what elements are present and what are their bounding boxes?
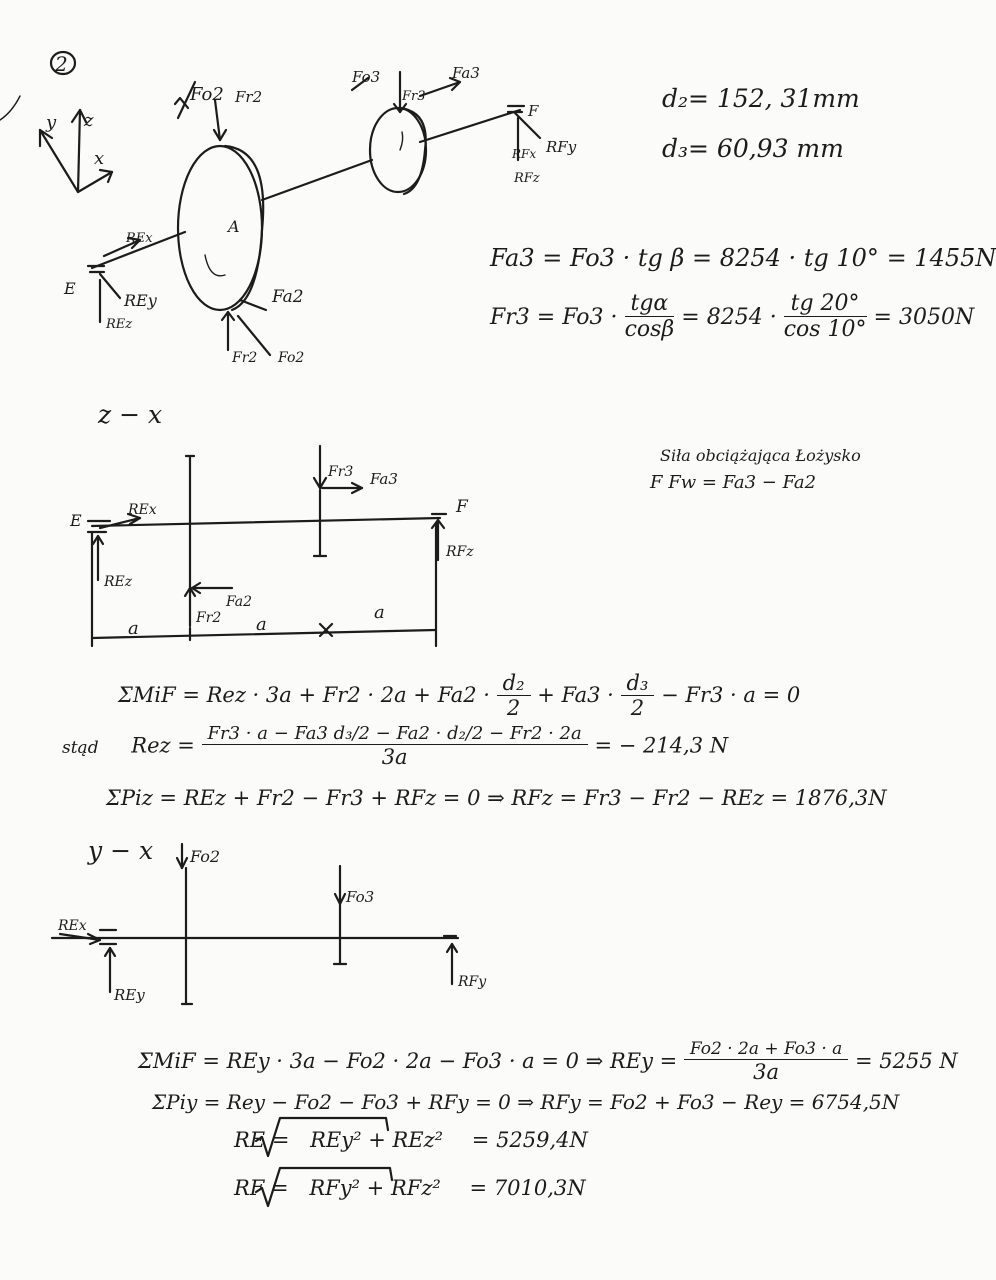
yx-beam-diagram	[52, 844, 487, 1004]
label-fa2-3d: Fa2	[272, 287, 304, 307]
zx-beam-diagram	[69, 446, 474, 646]
label-fr3-3d: Fr3	[402, 89, 426, 104]
zx-moment-frac-b-den: 2	[630, 696, 645, 721]
yx-label-rey: REy	[114, 986, 145, 1004]
axes-3d	[40, 110, 112, 192]
label-fo3-3d: Fo3	[352, 68, 381, 86]
label-rey-3d: REy	[124, 291, 157, 310]
label-rfx-3d: RFx	[512, 147, 537, 161]
fr3-frac2-den: cos 10°	[783, 317, 867, 343]
zx-moment-mid: + Fa3 ·	[537, 683, 614, 708]
re-lhs: RE =	[234, 1128, 290, 1152]
fr3-frac1-den: cosβ	[624, 317, 675, 343]
rf-result: = 7010,3N	[469, 1176, 586, 1200]
yx-moment-den: 3a	[753, 1059, 780, 1084]
label-fa3-3d: Fa3	[452, 64, 480, 82]
rf-lhs: RF =	[234, 1176, 289, 1200]
zx-label-fr2: Fr2	[196, 610, 222, 626]
re-formula	[234, 1128, 588, 1152]
zx-rez-result: = − 214,3 N	[594, 733, 729, 758]
fr3-lhs: Fr3 = Fo3 ·	[490, 304, 618, 330]
label-rex-3d: REx	[126, 231, 153, 246]
zx-title: z − x	[98, 400, 163, 429]
zx-moment-frac-a	[497, 672, 531, 721]
fr3-frac1-num: tgα	[625, 292, 675, 317]
zx-label-fr3: Fr3	[328, 464, 354, 480]
zx-rez-num: Fr3 · a − Fa3 d₃/2 − Fa2 · d₂/2 − Fr2 · 2a	[202, 724, 588, 745]
zx-label-f: F	[456, 497, 468, 517]
zx-label-fa3: Fa3	[370, 470, 398, 488]
zx-dim-a1: a	[128, 618, 139, 639]
rf-formula	[234, 1176, 586, 1200]
yx-label-rex: REx	[58, 918, 87, 934]
rf-radicand: RFy² + RFz²	[309, 1176, 441, 1200]
formula-fr3	[490, 292, 974, 344]
zx-moment-eq	[118, 672, 800, 721]
zx-moment-frac-b	[621, 672, 655, 721]
zx-moment-tail: − Fr3 · a = 0	[661, 683, 801, 708]
yx-sum-y: ΣPiy = Rey − Fo2 − Fo3 + RFy = 0 ⇒ RFy = Fo2 + Fo3 − Rey = 6754,5N	[152, 1090, 900, 1114]
yx-moment-frac	[684, 1040, 848, 1085]
yx-label-rfy: RFy	[458, 974, 487, 990]
zx-rez-eq	[62, 724, 728, 770]
label-fr2-3d: Fr2	[232, 350, 258, 366]
label-e-3d: E	[64, 279, 76, 298]
zx-rez-den: 3a	[381, 744, 408, 769]
zx-label-fa2: Fa2	[226, 594, 253, 610]
re-result: = 5259,4N	[471, 1128, 588, 1152]
axis-y-label: y	[46, 112, 57, 133]
given-d3: d₃= 60,93 mm	[662, 134, 844, 163]
yx-moment-lhs: ΣMiF = REy · 3a − Fo2 · 2a − Fo3 · a = 0 ⇒ REy =	[138, 1048, 678, 1073]
gear-2	[178, 146, 262, 310]
zx-moment-frac-a-num: d₂	[497, 672, 531, 696]
axis-z-label: z	[84, 110, 94, 131]
zx-moment-frac-b-num: d₃	[621, 672, 655, 696]
fr3-mid: = 8254 ·	[681, 304, 777, 330]
zx-note-line1: Siła obciążająca Łożysko	[660, 446, 861, 465]
label-f-3d: F	[528, 102, 539, 120]
gear-a-label: A	[228, 217, 240, 236]
zx-label-e: E	[70, 511, 82, 530]
zx-label-rex: REx	[128, 502, 157, 518]
label-fo2-bottom-3d: Fo2	[278, 350, 305, 366]
zx-rez-prefix: stąd	[62, 737, 99, 758]
torn-corner	[0, 96, 20, 120]
fr3-frac1	[625, 292, 675, 344]
zx-label-rfz: RFz	[446, 544, 474, 560]
given-d2: d₂= 152, 31mm	[662, 84, 860, 113]
zx-dim-a2: a	[256, 614, 267, 635]
label-fr2-top: Fr2	[235, 88, 263, 106]
zx-moment-frac-a-den: 2	[506, 696, 521, 721]
axis-x-label: x	[94, 148, 105, 169]
zx-label-rez: REz	[104, 574, 133, 590]
fr3-frac2-num: tg 20°	[784, 292, 867, 317]
problem-number: 2	[55, 52, 68, 76]
label-rfz-3d: RFz	[514, 171, 540, 186]
zx-beam	[92, 518, 440, 526]
yx-moment-num: Fo2 · 2a + Fo3 · a	[684, 1040, 848, 1060]
yx-moment-eq	[138, 1040, 958, 1085]
fr3-result: = 3050N	[873, 304, 975, 330]
zx-moment-lhs: ΣMiF = Rez · 3a + Fr2 · 2a + Fa2 ·	[118, 683, 490, 708]
yx-moment-result: = 5255 N	[855, 1048, 958, 1073]
label-rez-3d: REz	[106, 317, 133, 332]
fr3-frac2	[784, 292, 867, 344]
zx-dim-a3: a	[374, 602, 385, 623]
label-rfy-3d: RFy	[546, 138, 577, 156]
yx-label-fo3: Fo3	[346, 888, 375, 906]
yx-title: y − x	[88, 836, 154, 865]
formula-fa3: Fa3 = Fo3 · tg β = 8254 · tg 10° = 1455N	[490, 244, 996, 272]
shaft-3d	[88, 106, 524, 310]
zx-sum-z: ΣPiz = REz + Fr2 − Fr3 + RFz = 0 ⇒ RFz = Fr3 − Fr2 − REz = 1876,3N	[106, 786, 887, 810]
yx-label-fo2: Fo2	[190, 847, 221, 866]
label-fo2-top: Fo2	[190, 84, 224, 105]
zx-rez-frac	[202, 724, 588, 770]
zx-note-line2: F Fw = Fa3 − Fa2	[650, 472, 817, 493]
re-radicand: REy² + REz²	[310, 1128, 444, 1152]
zx-rez-lhs: Rez =	[131, 733, 195, 758]
